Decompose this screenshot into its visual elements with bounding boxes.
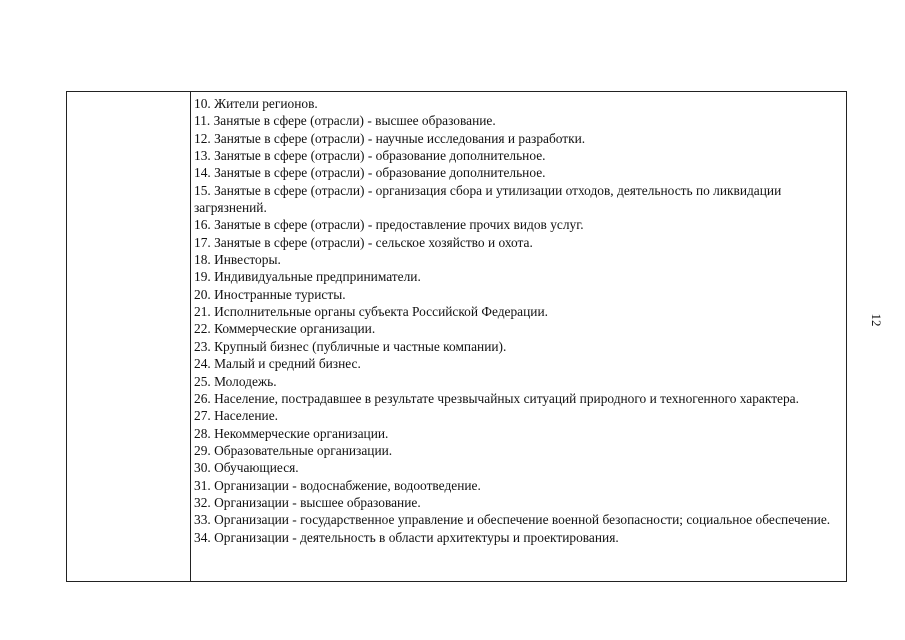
list-item: 14. Занятые в сфере (отрасли) - образование дополнительное. [194, 165, 546, 181]
table-right-cell [191, 92, 846, 581]
category-list [194, 95, 840, 546]
document-table [66, 91, 847, 582]
list-item: 16. Занятые в сфере (отрасли) - предоставление прочих видов услуг. [194, 217, 584, 233]
list-item: 30. Обучающиеся. [194, 460, 299, 476]
list-item: 19. Индивидуальные предприниматели. [194, 269, 421, 285]
list-item: 28. Некоммерческие организации. [194, 425, 389, 441]
table-left-cell [67, 92, 191, 581]
list-item: 17. Занятые в сфере (отрасли) - сельское хозяйство и охота. [194, 234, 533, 250]
page-number: 12 [869, 313, 884, 327]
list-item: 29. Образовательные организации. [194, 442, 393, 458]
list-item: 27. Население. [194, 408, 278, 424]
list-item: 24. Малый и средний бизнес. [194, 356, 361, 372]
list-item: 12. Занятые в сфере (отрасли) - научные исследования и разработки. [194, 130, 586, 146]
list-item: 18. Инвесторы. [194, 252, 281, 268]
list-item: 22. Коммерческие организации. [194, 321, 376, 337]
list-item: 20. Иностранные туристы. [194, 286, 346, 302]
list-item: 32. Организации - высшее образование. [194, 494, 421, 510]
list-item: 23. Крупный бизнес (публичные и частные компании). [194, 338, 507, 354]
list-item: 13. Занятые в сфере (отрасли) - образование дополнительное. [194, 148, 546, 164]
list-item: 15. Занятые в сфере (отрасли) - организация сбора и утилизации отходов, деятельность по ликвидации загрязнений. [194, 182, 782, 216]
list-item: 33. Организации - государственное управление и обеспечение военной безопасности; социальное обеспечение. [194, 512, 831, 528]
list-item: 31. Организации - водоснабжение, водоотведение. [194, 477, 481, 493]
list-item: 26. Население, пострадавшее в результате чрезвычайных ситуаций природного и техногенного характера. [194, 390, 799, 406]
list-item: 34. Организации - деятельность в области архитектуры и проектирования. [194, 529, 619, 545]
list-item: 11. Занятые в сфере (отрасли) - высшее образование. [194, 113, 496, 129]
list-item: 10. Жители регионов. [194, 96, 318, 111]
list-item: 25. Молодежь. [194, 373, 277, 389]
list-item: 21. Исполнительные органы субъекта Российской Федерации. [194, 304, 548, 320]
